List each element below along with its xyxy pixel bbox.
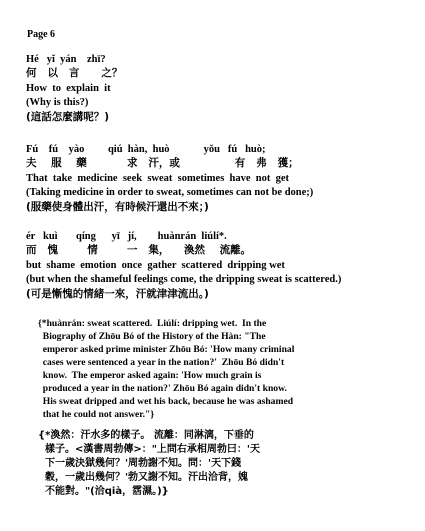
footnote-en-line: emperor asked prime minister Zhōu Bó: 'How many criminal [38,344,295,355]
footnote-zh-line: 不能對。"(洽qià，霑濕。)} [38,486,169,497]
footnote-en-line: know. The emperor asked again: 'How much grain is [38,370,262,381]
footnote-zh-line: 樣子。<漢書周勃傳>："上問右承相周勃曰：'天 [38,444,260,455]
block3-english: but shame emotion once gather scattered dripping wet [26,260,285,271]
block1-paren: (Why is this?) [26,97,89,108]
block2-translation: (服藥使身體出汗，有時候汗還出不來；) [26,201,209,213]
block3-translation: (可是慚愧的情緒一來，汗就津津流出。) [26,288,209,300]
footnote-en-line: cases were sentenced a year in the nation?' Zhōu Bó didn't [38,357,285,368]
block2-paren: (Taking medicine in order to sweat, sometimes can not be done;) [26,187,314,198]
footnote-en-line: {*huànrán: sweat scattered. Liúlí: dripping wet. In the [38,318,267,329]
block1-chinese: 何 以 言 之？ [26,67,123,79]
block3-paren: (but when the shameful feelings come, the dripping sweat is scattered.) [26,274,342,285]
block3-chinese: 而 愧 情 一 集， 渙然 流離。 [26,244,252,256]
block2-chinese: 夫 服 藥 求 汗，或 有 弗 獲； [26,157,299,169]
footnote-zh-line: 穀，一歲出幾何？'勃又謝不知。汗出洽背，媿 [38,472,249,483]
block1-translation: (這話怎麼講呢？) [26,111,110,123]
block3-pinyin: ér kuì qíng yī jí, huànrán liúlí*. [26,231,227,242]
page-label: Page 6 [27,29,56,40]
footnote-en-line: produced a year in the nation?' Zhōu Bó again didn't know. [38,383,287,394]
footnote-zh-line: 下一歲決獄幾何？'周勃謝不知。問：'天下錢 [38,458,242,469]
block1-pinyin: Hé yǐ yán zhī? [26,54,106,65]
block1-english: How to explain it [26,83,111,94]
block2-pinyin: Fú fú yào qiú hàn, huò yǒu fú huò; [26,144,266,155]
footnote-zh-line: {*渙然：汗水多的樣子。 流離：同淋漓，下垂的 [38,430,254,441]
footnote-en-line: that he could not answer."} [38,409,155,420]
block2-english: That take medicine seek sweat sometimes have not get [26,173,290,184]
footnote-en-line: His sweat dripped and wet his back, because he was ashamed [38,396,294,407]
footnote-en-line: Biography of Zhōu Bó of the History of the Hàn: "The [38,331,266,342]
